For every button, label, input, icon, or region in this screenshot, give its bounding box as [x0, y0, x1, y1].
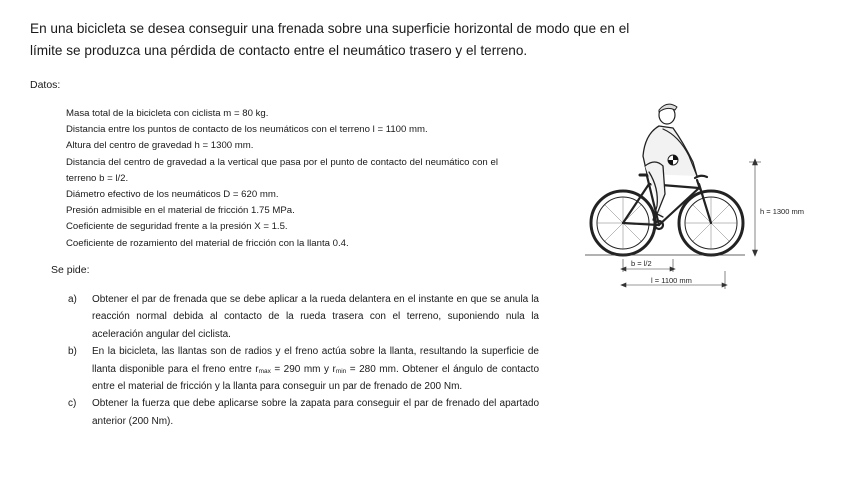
dato-seguridad: Coeficiente de seguridad frente a la presión X = 1.5.: [66, 221, 288, 233]
l-dimension-label: l = 1100 mm: [651, 276, 692, 285]
pregunta-a-label: a): [68, 294, 77, 305]
dato-distancia-cg: Distancia del centro de gravedad a la vertical que pasa por el punto de contacto del neumático con el terreno b = l/2.: [66, 156, 498, 184]
pregunta-c: [68, 395, 539, 430]
dato-presion: Presión admisible en el material de fricción 1.75 MPa.: [66, 205, 295, 217]
pregunta-b-label: b): [68, 346, 77, 358]
pregunta-c-label: c): [68, 398, 77, 410]
pregunta-b: [68, 343, 539, 395]
dato-distancia-ejes: Distancia entre los puntos de contacto de los neumáticos con el terreno l = 1100 mm.: [66, 124, 428, 136]
center-of-gravity-icon: [668, 155, 678, 165]
dato-rozamiento: Coeficiente de rozamiento del material de fricción con la llanta 0.4.: [66, 237, 349, 249]
dimension-lines: [585, 159, 761, 289]
pregunta-c-text: Obtener la fuerza que debe aplicarse sobre la zapata para conseguir el par de frenado del apartado anterior (200 Nm).: [92, 398, 539, 427]
dato-altura-cg: Altura del centro de gravedad h = 1300 mm.: [66, 140, 254, 152]
pregunta-a-text: Obtener el par de frenada que se debe aplicar a la rueda delantera en el instante en que se anula la reacción normal debida al contacto de la rueda trasera con el terreno, suponiendo nula la aceleración angular del ciclista.: [92, 294, 539, 340]
pregunta-b-text: En la bicicleta, las llantas son de radios y el freno actúa sobre la llanta, resultando la superficie de llanta disponible para el freno entre $r_{max} = 290$ mm y $r_{min} = 280$ mm. Obtener el ángulo de contacto entre el material de fricción y la llanta para conseguir un par de frenado de 200 Nm.: [92, 346, 540, 393]
preguntas-list: [68, 291, 539, 430]
datos-heading: Datos:: [30, 79, 61, 91]
bicycle-figure: [583, 96, 813, 292]
b-dimension-label: b = l/2: [631, 259, 652, 268]
se-pide-heading: Se pide:: [51, 264, 90, 276]
datos-list: [66, 106, 498, 252]
bike-frame: [623, 175, 711, 229]
intro-paragraph: En una bicicleta se desea conseguir una frenada sobre una superficie horizontal de modo que en el límite se produzca una pérdida de contacto entre el neumático trasero y el terreno.: [30, 21, 630, 58]
pregunta-a: [68, 291, 539, 343]
h-dimension-label: h = 1300 mm: [760, 207, 804, 216]
dato-diametro: Diámetro efectivo de los neumáticos D = 620 mm.: [66, 189, 279, 201]
dato-masa: Masa total de la bicicleta con ciclista m = 80 kg.: [66, 108, 269, 119]
